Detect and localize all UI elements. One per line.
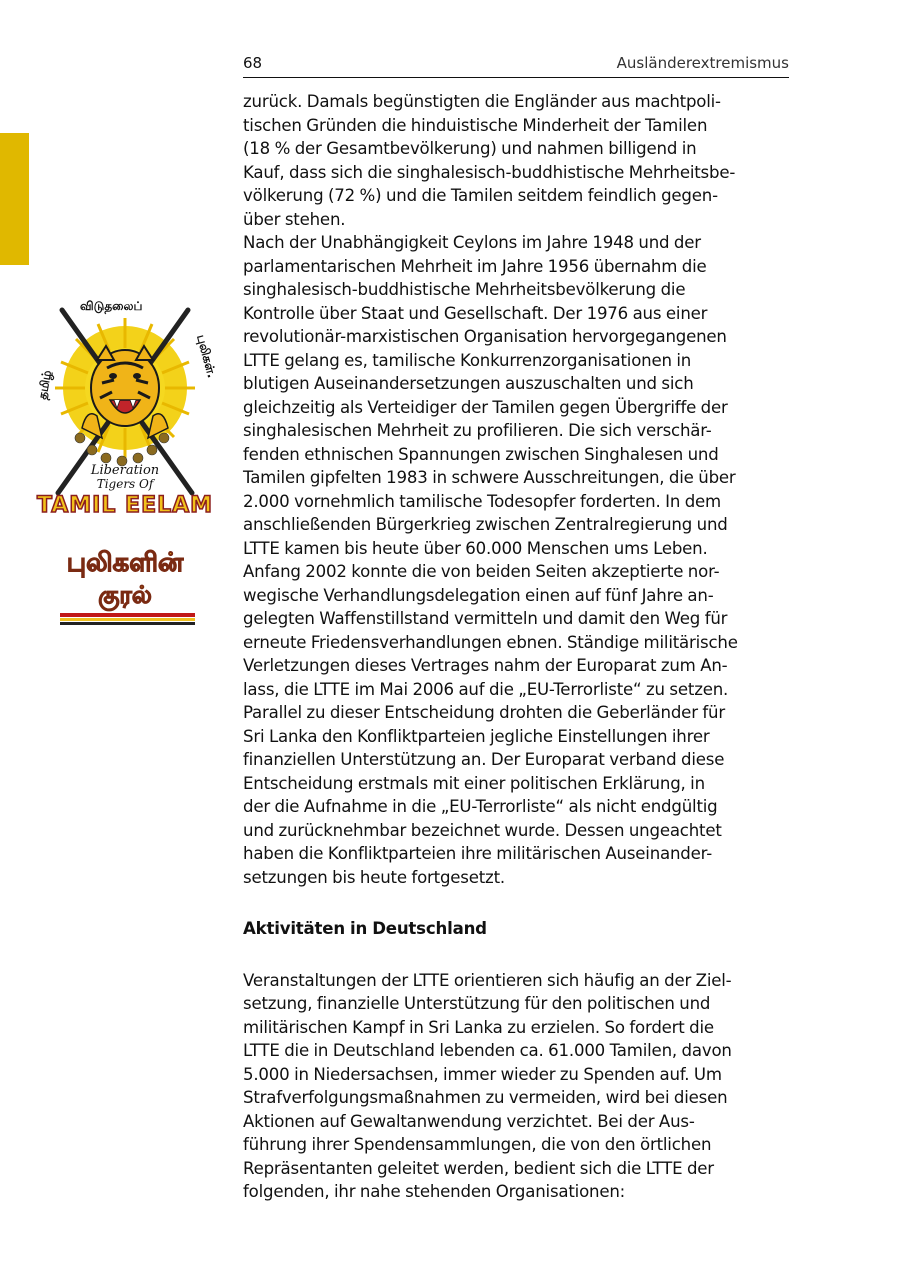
text-line: zurück. Damals begünstigten die Engländer aus machtpoli- <box>243 92 721 111</box>
text-line: Kontrolle über Staat und Gesellschaft. Der 1976 aus einer <box>243 303 708 323</box>
text-line: setzungen bis heute fortgesetzt. <box>243 867 505 887</box>
text-line: 5.000 in Niedersachsen, immer wieder zu Spenden auf. Um <box>243 1064 722 1084</box>
text-line: (18 % der Gesamtbevölkerung) und nahmen billigend in <box>243 139 697 158</box>
emblem-banner-tamil-eelam: TAMIL EELAM <box>36 493 214 518</box>
text-line: singhalesisch-buddhistische Mehrheitsbevölkerung die <box>243 280 686 299</box>
text-line: blutigen Auseinandersetzungen auszuschalten und sich <box>243 374 694 393</box>
text-line: völkerung (72 %) und die Tamilen seitdem feindlich gegen- <box>243 186 718 205</box>
text-line: LTTE kamen bis heute über 60.000 Menschen ums Leben. <box>243 538 708 558</box>
text-line: 2.000 vornehmlich tamilische Todesopfer forderten. In dem <box>243 491 722 511</box>
text-line: der die Aufnahme in die „EU-Terrorliste“ als nicht endgültig <box>243 797 718 816</box>
paragraph <box>243 90 797 231</box>
text-line: Veranstaltungen der LTTE orientieren sich häufig an der Ziel- <box>243 970 732 990</box>
text-line: Kauf, dass sich die singhalesisch-buddhistische Mehrheitsbe- <box>243 162 736 182</box>
text-line: Strafverfolgungsmaßnahmen zu vermeiden, wird bei diesen <box>243 1088 728 1107</box>
text-line: setzung, finanzielle Unterstützung für den politischen und <box>243 994 711 1013</box>
text-line: parlamentarischen Mehrheit im Jahre 1956 übernahm die <box>243 256 707 276</box>
text-line: LTTE die in Deutschland lebenden ca. 61.000 Tamilen, davon <box>243 1041 732 1060</box>
section-heading: Aktivitäten in Deutschland <box>243 919 487 938</box>
text-line: singhalesischen Mehrheit zu profilieren. Die sich verschär- <box>243 421 712 440</box>
text-line: LTTE gelang es, tamilische Konkurrenzorganisationen in <box>243 350 692 370</box>
text-line: Verletzungen dieses Vertrages nahm der Europarat zum An- <box>243 656 728 675</box>
text-line: gleichzeitig als Verteidiger der Tamilen gegen Übergriffe der <box>243 397 728 417</box>
text-line: erneute Friedensverhandlungen ebnen. Ständige militärische <box>243 632 738 652</box>
emblem-tamil-bottom-line2: குரல் <box>98 581 152 609</box>
text-line: revolutionär-marxistischen Organisation hervorgegangenen <box>243 327 727 346</box>
chapter-marker-bar <box>0 133 29 265</box>
page-header <box>243 52 789 78</box>
text-line: Sri Lanka den Konfliktparteien jegliche Einstellungen ihrer <box>243 726 710 746</box>
text-line: Anfang 2002 konnte die von beiden Seiten akzeptierte nor- <box>243 562 720 581</box>
paragraph <box>243 560 797 889</box>
emblem-tigers-of: Tigers Of <box>96 477 154 491</box>
text-line: finanziellen Unterstützung an. Der Europarat verband diese <box>243 750 725 769</box>
text-line: gelegten Waffenstillstand vermitteln und damit den Weg für <box>243 609 728 628</box>
text-line: Repräsentanten geleitet werden, bedient sich die LTTE der <box>243 1158 714 1178</box>
text-line: Aktionen auf Gewaltanwendung verzichtet. Bei der Aus- <box>243 1111 695 1131</box>
text-line: fenden ethnischen Spannungen zwischen Singhalesen und <box>243 444 719 464</box>
emblem-tamil-right: புலிகள். <box>194 333 220 380</box>
text-line: Nach der Unabhängigkeit Ceylons im Jahre 1948 und der <box>243 233 701 252</box>
text-line: folgenden, ihr nahe stehenden Organisationen: <box>243 1182 626 1201</box>
paragraph <box>243 231 797 560</box>
text-line: militärischen Kampf in Sri Lanka zu erzielen. So fordert die <box>243 1017 714 1037</box>
emblem-tamil-bottom-line1: புலிகளின் <box>66 548 184 578</box>
text-line: und zurücknehmbar bezeichnet wurde. Dessen ungeachtet <box>243 820 722 840</box>
text-line: tischen Gründen die hinduistische Minderheit der Tamilen <box>243 115 708 135</box>
text-line: über stehen. <box>243 209 346 229</box>
paragraph <box>243 969 797 1204</box>
page-number: 68 <box>243 54 263 72</box>
emblem-underline-stripes <box>60 613 195 625</box>
running-head: Ausländerextremismus <box>616 54 789 72</box>
emblem-liberation: Liberation <box>90 463 160 478</box>
ltte-emblem <box>22 288 228 648</box>
text-line: Parallel zu dieser Entscheidung drohten die Geberländer für <box>243 703 725 722</box>
text-line: Tamilen gipfelten 1983 in schwere Ausschreitungen, die über <box>243 468 736 487</box>
emblem-tamil-top: விடுதலைப் <box>80 299 143 313</box>
emblem-tamil-left: தமிழ் <box>35 369 55 401</box>
text-line: führung ihrer Spendensammlungen, die von den örtlichen <box>243 1135 712 1154</box>
text-line: haben die Konfliktparteien ihre militärischen Auseinander- <box>243 844 712 863</box>
text-line: wegische Verhandlungsdelegation einen auf fünf Jahre an- <box>243 585 714 605</box>
tiger-emblem-icon <box>22 288 228 648</box>
text-line: Entscheidung erstmals mit einer politischen Erklärung, in <box>243 773 705 793</box>
page-body <box>243 90 797 1204</box>
text-line: lass, die LTTE im Mai 2006 auf die „EU-Terrorliste“ zu setzen. <box>243 679 729 699</box>
text-line: anschließenden Bürgerkrieg zwischen Zentralregierung und <box>243 515 728 534</box>
